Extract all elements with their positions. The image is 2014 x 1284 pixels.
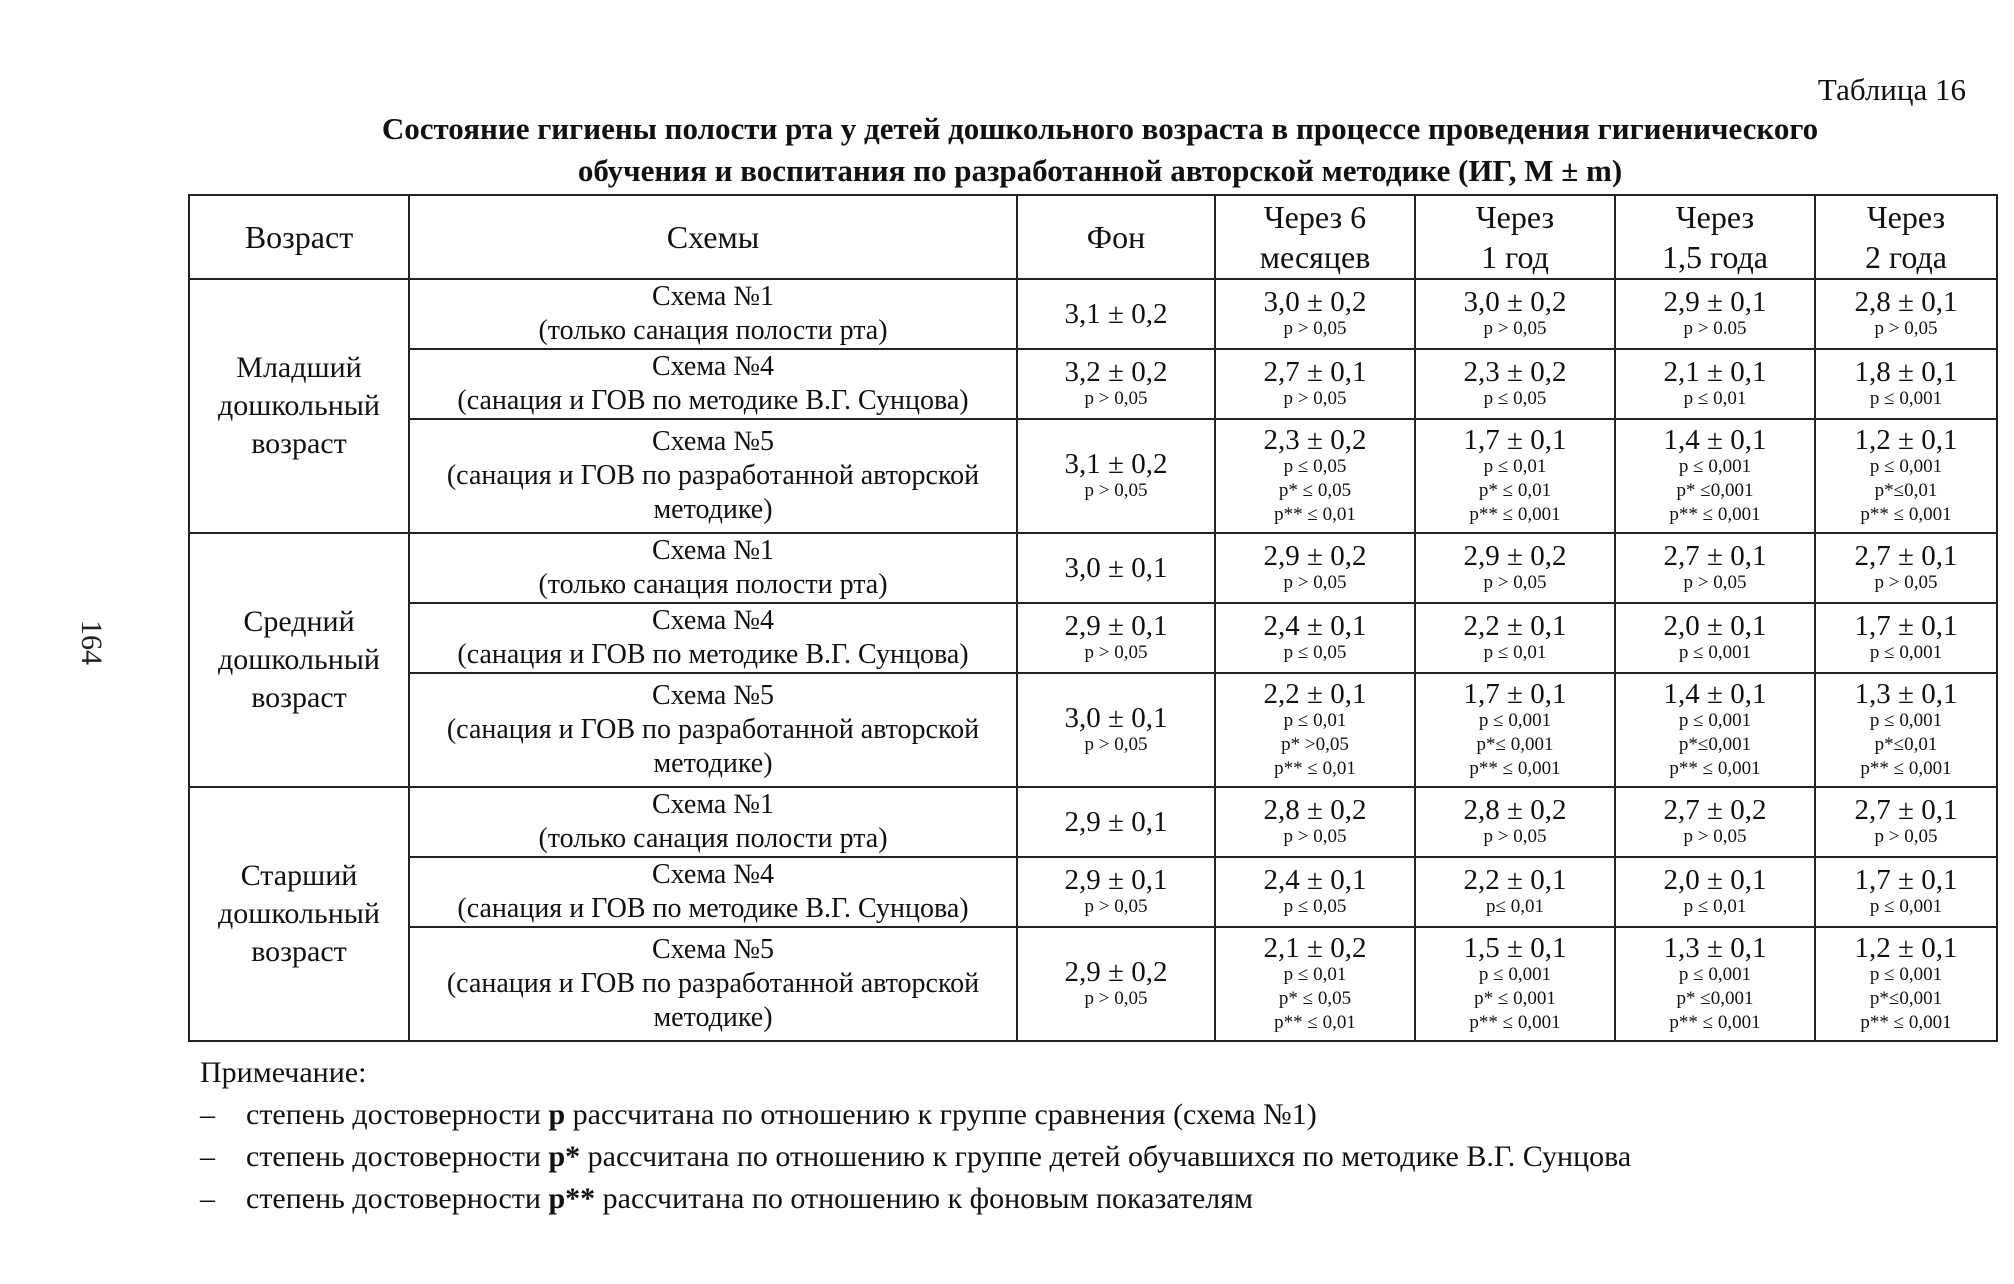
note-dash: –: [200, 1182, 215, 1215]
note-symbol: p: [548, 1098, 566, 1131]
age-line: дошкольный: [218, 643, 380, 676]
p-value: p ≤ 0,001: [1869, 388, 1943, 409]
mean-value: 1,7 ± 0,1: [1854, 864, 1958, 896]
scheme-line: Схема №5: [651, 426, 775, 457]
scheme-line: методике): [653, 748, 773, 779]
background-value: 2,9 ± 0,2: [1064, 956, 1168, 988]
age-line: дошкольный: [218, 897, 380, 930]
mean-value: 1,3 ± 0,1: [1663, 932, 1767, 964]
value-cell: [1215, 927, 1415, 1041]
scheme-line: Схема №5: [651, 934, 775, 965]
value-cell: [1215, 349, 1415, 419]
mean-value: 2,2 ± 0,1: [1463, 864, 1567, 896]
value-cell: [1615, 673, 1815, 787]
p-value: p ≤ 0,001: [1678, 456, 1752, 477]
scheme-line: (только санация полости рта): [538, 315, 888, 346]
p-value: p > 0,05: [1084, 988, 1148, 1009]
scheme-cell: [409, 927, 1017, 1041]
p-value: p* ≤ 0,05: [1278, 988, 1352, 1009]
p-value: p > 0,05: [1283, 826, 1347, 847]
scheme-cell: [409, 603, 1017, 673]
p-value: p*≤0,01: [1874, 734, 1938, 755]
mean-value: 2,2 ± 0,1: [1463, 610, 1567, 642]
p-value: p > 0,05: [1683, 826, 1747, 847]
age-group-cell: [189, 787, 409, 1041]
p-value: p ≤ 0,001: [1869, 710, 1943, 731]
age-line: Младший: [236, 351, 362, 384]
hygiene-table: [188, 194, 1998, 1042]
value-cell: [1415, 419, 1615, 533]
mean-value: 3,0 ± 0,2: [1463, 286, 1567, 318]
p-value: p ≤ 0,05: [1483, 388, 1547, 409]
scheme-line: Схема №1: [651, 281, 775, 312]
mean-value: 1,3 ± 0,1: [1854, 678, 1958, 710]
table-row: [189, 927, 1997, 1041]
p-value: p ≤ 0,01: [1683, 896, 1747, 917]
header-6-months-line1: Через 6: [1263, 199, 1367, 235]
mean-value: 2,4 ± 0,1: [1263, 864, 1367, 896]
p-value: p > 0,05: [1483, 572, 1547, 593]
p-value: p** ≤ 0,001: [1469, 1012, 1561, 1033]
scheme-line: Схема №5: [651, 680, 775, 711]
mean-value: 2,9 ± 0,2: [1463, 540, 1567, 572]
value-cell: [1615, 279, 1815, 349]
p-value: p ≤ 0,001: [1478, 964, 1552, 985]
scheme-cell: [409, 349, 1017, 419]
value-cell: [1815, 419, 1997, 533]
header-1-5-years: [1615, 195, 1815, 279]
p-value: p*≤0,001: [1869, 988, 1943, 1009]
value-cell: [1615, 787, 1815, 857]
background-value: 2,9 ± 0,1: [1064, 864, 1168, 896]
scheme-line: Схема №4: [651, 605, 775, 636]
value-cell: [1415, 279, 1615, 349]
table-row: [189, 787, 1997, 857]
mean-value: 1,7 ± 0,1: [1463, 678, 1567, 710]
value-cell: [1815, 533, 1997, 603]
p-value: p** ≤ 0,001: [1860, 1012, 1952, 1033]
mean-value: 2,8 ± 0,1: [1854, 286, 1958, 318]
value-cell: [1215, 533, 1415, 603]
value-cell: [1215, 787, 1415, 857]
p-value: p ≤ 0,01: [1283, 710, 1347, 731]
header-1-5-years-line2: 1,5 года: [1662, 239, 1768, 275]
table-row: [189, 857, 1997, 927]
p-value: p > 0,05: [1483, 826, 1547, 847]
table-row: [189, 349, 1997, 419]
p-value: p > 0,05: [1084, 642, 1148, 663]
value-cell: [1615, 349, 1815, 419]
value-cell: [1415, 857, 1615, 927]
table-label: Таблица 16: [1817, 72, 1966, 107]
p-value: p ≤ 0,001: [1678, 642, 1752, 663]
mean-value: 1,5 ± 0,1: [1463, 932, 1567, 964]
value-cell: [1815, 279, 1997, 349]
scheme-line: (санация и ГОВ по разработанной авторской: [446, 968, 980, 999]
value-cell: [1815, 349, 1997, 419]
background-value: 3,0 ± 0,1: [1064, 552, 1168, 584]
value-cell: [1615, 927, 1815, 1041]
header-row: [189, 195, 1997, 279]
scheme-line: методике): [653, 494, 773, 525]
mean-value: 2,0 ± 0,1: [1663, 864, 1767, 896]
background-cell: [1017, 533, 1215, 603]
mean-value: 2,4 ± 0,1: [1263, 610, 1367, 642]
p-value: p** ≤ 0,001: [1669, 1012, 1761, 1033]
scheme-line: (санация и ГОВ по разработанной авторской: [446, 714, 980, 745]
note-text: степень достоверности: [246, 1140, 549, 1173]
table-row: [189, 279, 1997, 349]
background-value: 3,1 ± 0,2: [1064, 298, 1168, 330]
value-cell: [1615, 857, 1815, 927]
p-value: p > 0,05: [1483, 318, 1547, 339]
mean-value: 2,9 ± 0,1: [1663, 286, 1767, 318]
p-value: p ≤ 0,01: [1483, 456, 1547, 477]
background-cell: [1017, 603, 1215, 673]
age-group-cell: [189, 533, 409, 787]
mean-value: 2,8 ± 0,2: [1463, 794, 1567, 826]
p-value: p** ≤ 0,001: [1860, 758, 1952, 779]
background-value: 3,1 ± 0,2: [1064, 448, 1168, 480]
mean-value: 2,7 ± 0,1: [1854, 794, 1958, 826]
header-1-year-line1: Через: [1475, 199, 1555, 235]
note-item: [200, 1136, 1631, 1178]
header-1-year-line2: 1 год: [1481, 239, 1549, 275]
title-line-1: Состояние гигиены полости рта у детей дошкольного возраста в процессе проведения гигиенического: [381, 111, 1819, 146]
p-value: p > 0,05: [1084, 896, 1148, 917]
value-cell: [1415, 533, 1615, 603]
mean-value: 2,7 ± 0,2: [1663, 794, 1767, 826]
mean-value: 2,9 ± 0,2: [1263, 540, 1367, 572]
mean-value: 1,2 ± 0,1: [1854, 932, 1958, 964]
p-value: p*≤0,01: [1874, 480, 1938, 501]
background-cell: [1017, 787, 1215, 857]
header-2-years-line1: Через: [1866, 199, 1946, 235]
p-value: p** ≤ 0,001: [1860, 504, 1952, 525]
p-value: p ≤ 0,001: [1678, 710, 1752, 731]
p-value: p* ≤ 0,05: [1278, 480, 1352, 501]
mean-value: 2,1 ± 0,1: [1663, 356, 1767, 388]
note-dash: –: [200, 1140, 215, 1173]
p-value: p ≤ 0,01: [1283, 964, 1347, 985]
p-value: p ≤ 0,001: [1678, 964, 1752, 985]
age-line: возраст: [251, 935, 347, 968]
p-value: p** ≤ 0,001: [1469, 504, 1561, 525]
p-value: p** ≤ 0,01: [1274, 1012, 1356, 1033]
mean-value: 2,1 ± 0,2: [1263, 932, 1367, 964]
mean-value: 3,0 ± 0,2: [1263, 286, 1367, 318]
mean-value: 2,7 ± 0,1: [1263, 356, 1367, 388]
p-value: p > 0,05: [1283, 318, 1347, 339]
age-line: возраст: [251, 427, 347, 460]
scheme-line: (только санация полости рта): [538, 569, 888, 600]
header-age: Возраст: [189, 195, 409, 279]
header-schemes: Схемы: [409, 195, 1017, 279]
value-cell: [1415, 673, 1615, 787]
background-value: 3,2 ± 0,2: [1064, 356, 1168, 388]
value-cell: [1215, 857, 1415, 927]
p-value: p ≤ 0,001: [1869, 456, 1943, 477]
scheme-cell: [409, 419, 1017, 533]
mean-value: 2,2 ± 0,1: [1263, 678, 1367, 710]
value-cell: [1415, 349, 1615, 419]
p-value: p > 0,05: [1874, 318, 1938, 339]
header-background: Фон: [1017, 195, 1215, 279]
p-value: p > 0,05: [1283, 388, 1347, 409]
note-text: рассчитана по отношению к группе детей обучавшихся по методике В.Г. Сунцова: [580, 1140, 1632, 1173]
background-value: 2,9 ± 0,1: [1064, 610, 1168, 642]
scheme-cell: [409, 857, 1017, 927]
p-value: p* ≤ 0,001: [1474, 988, 1556, 1009]
scheme-line: Схема №4: [651, 859, 775, 890]
p-value: p > 0.05: [1683, 318, 1747, 339]
value-cell: [1215, 603, 1415, 673]
scheme-line: (только санация полости рта): [538, 823, 888, 854]
note-item: [200, 1178, 1631, 1220]
value-cell: [1215, 673, 1415, 787]
p-value: p > 0,05: [1874, 826, 1938, 847]
scheme-cell: [409, 279, 1017, 349]
background-cell: [1017, 279, 1215, 349]
mean-value: 2,8 ± 0,2: [1263, 794, 1367, 826]
p-value: p** ≤ 0,001: [1669, 504, 1761, 525]
p-value: p ≤ 0,05: [1283, 896, 1347, 917]
note-text: степень достоверности: [246, 1182, 549, 1215]
note-dash: –: [200, 1098, 215, 1131]
p-value: p ≤ 0,001: [1869, 896, 1943, 917]
background-cell: [1017, 419, 1215, 533]
mean-value: 1,4 ± 0,1: [1663, 678, 1767, 710]
p-value: p ≤ 0,001: [1478, 710, 1552, 731]
scheme-line: методике): [653, 1002, 773, 1033]
p-value: p ≤ 0,01: [1683, 388, 1747, 409]
p-value: p*≤ 0,001: [1476, 734, 1554, 755]
header-2-years: [1815, 195, 1997, 279]
p-value: p ≤ 0,001: [1869, 642, 1943, 663]
scheme-line: Схема №4: [651, 351, 775, 382]
value-cell: [1615, 419, 1815, 533]
p-value: p > 0,05: [1084, 480, 1148, 501]
scheme-line: (санация и ГОВ по методике В.Г. Сунцова): [457, 639, 969, 670]
notes-heading: Примечание:: [200, 1056, 367, 1089]
p-value: p*≤0,001: [1678, 734, 1752, 755]
value-cell: [1615, 603, 1815, 673]
p-value: p* ≤0,001: [1676, 480, 1754, 501]
mean-value: 2,7 ± 0,1: [1663, 540, 1767, 572]
note-text: рассчитана по отношению к фоновым показателям: [595, 1182, 1254, 1215]
background-cell: [1017, 349, 1215, 419]
header-6-months: [1215, 195, 1415, 279]
scheme-line: (санация и ГОВ по разработанной авторской: [446, 460, 980, 491]
table-row: [189, 419, 1997, 533]
scheme-cell: [409, 673, 1017, 787]
notes: [200, 1052, 1631, 1220]
p-value: p > 0,05: [1283, 572, 1347, 593]
header-1-5-years-line1: Через: [1675, 199, 1755, 235]
note-item: [200, 1094, 1631, 1136]
scheme-cell: [409, 787, 1017, 857]
background-cell: [1017, 673, 1215, 787]
note-symbol: p*: [548, 1140, 581, 1173]
table-row: [189, 533, 1997, 603]
mean-value: 1,7 ± 0,1: [1854, 610, 1958, 642]
p-value: p ≤ 0,01: [1483, 642, 1547, 663]
value-cell: [1215, 279, 1415, 349]
background-value: 3,0 ± 0,1: [1064, 702, 1168, 734]
mean-value: 2,0 ± 0,1: [1663, 610, 1767, 642]
age-line: дошкольный: [218, 389, 380, 422]
p-value: p > 0,05: [1084, 388, 1148, 409]
value-cell: [1215, 419, 1415, 533]
page-number: 164: [75, 620, 108, 665]
header-2-years-line2: 2 года: [1865, 239, 1947, 275]
header-6-months-line2: месяцев: [1259, 239, 1371, 275]
p-value: p≤ 0,01: [1486, 896, 1544, 917]
age-line: возраст: [251, 681, 347, 714]
mean-value: 2,7 ± 0,1: [1854, 540, 1958, 572]
mean-value: 1,7 ± 0,1: [1463, 424, 1567, 456]
scheme-line: Схема №1: [651, 535, 775, 566]
background-value: 2,9 ± 0,1: [1064, 806, 1168, 838]
value-cell: [1415, 603, 1615, 673]
title-line-2: обучения и воспитания по разработанной авторской методике (ИГ, М ± m): [577, 153, 1623, 188]
mean-value: 2,3 ± 0,2: [1463, 356, 1567, 388]
table-title: [190, 108, 2010, 192]
scheme-line: (санация и ГОВ по методике В.Г. Сунцова): [457, 385, 969, 416]
p-value: p > 0,05: [1874, 572, 1938, 593]
p-value: p* ≤0,001: [1676, 988, 1754, 1009]
value-cell: [1415, 787, 1615, 857]
value-cell: [1815, 787, 1997, 857]
mean-value: 1,8 ± 0,1: [1854, 356, 1958, 388]
mean-value: 2,3 ± 0,2: [1263, 424, 1367, 456]
age-line: Старший: [240, 859, 358, 892]
p-value: p* >0,05: [1281, 734, 1349, 755]
scheme-cell: [409, 533, 1017, 603]
table-row: [189, 603, 1997, 673]
p-value: p** ≤ 0,01: [1274, 504, 1356, 525]
value-cell: [1815, 603, 1997, 673]
note-text: рассчитана по отношению к группе сравнения (схема №1): [565, 1098, 1317, 1131]
background-cell: [1017, 927, 1215, 1041]
p-value: p ≤ 0,05: [1283, 642, 1347, 663]
p-value: p > 0,05: [1683, 572, 1747, 593]
note-text: степень достоверности: [246, 1098, 549, 1131]
p-value: p** ≤ 0,001: [1469, 758, 1561, 779]
p-value: p** ≤ 0,001: [1669, 758, 1761, 779]
background-cell: [1017, 857, 1215, 927]
mean-value: 1,4 ± 0,1: [1663, 424, 1767, 456]
age-line: Средний: [243, 605, 355, 638]
mean-value: 1,2 ± 0,1: [1854, 424, 1958, 456]
scheme-line: (санация и ГОВ по методике В.Г. Сунцова): [457, 893, 969, 924]
p-value: p > 0,05: [1084, 734, 1148, 755]
value-cell: [1815, 927, 1997, 1041]
note-symbol: p**: [548, 1182, 596, 1215]
p-value: p ≤ 0,05: [1283, 456, 1347, 477]
p-value: p ≤ 0,001: [1869, 964, 1943, 985]
value-cell: [1615, 533, 1815, 603]
age-group-cell: [189, 279, 409, 533]
p-value: p** ≤ 0,01: [1274, 758, 1356, 779]
table-row: [189, 673, 1997, 787]
p-value: p* ≤ 0,01: [1478, 480, 1552, 501]
value-cell: [1415, 927, 1615, 1041]
header-1-year: [1415, 195, 1615, 279]
value-cell: [1815, 673, 1997, 787]
scheme-line: Схема №1: [651, 789, 775, 820]
value-cell: [1815, 857, 1997, 927]
